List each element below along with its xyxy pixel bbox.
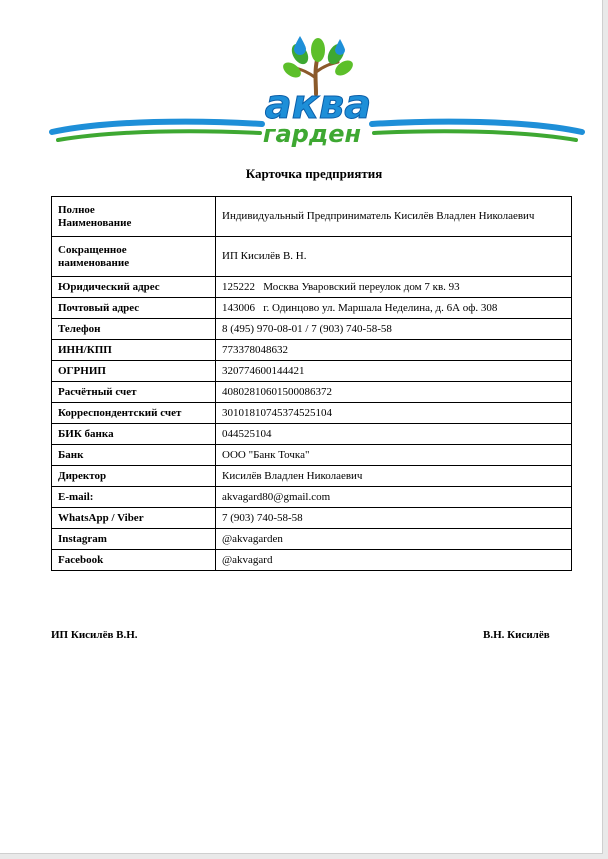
table-row: [52, 298, 572, 319]
table-row: [52, 382, 572, 403]
row-value: 40802810601500086372: [216, 382, 572, 403]
row-value: 773378048632: [216, 340, 572, 361]
row-label: Телефон: [52, 319, 216, 340]
row-value: 8 (495) 970-08-01 / 7 (903) 740-58-58: [216, 319, 572, 340]
row-label: Юридический адрес: [52, 277, 216, 298]
table-row: [52, 361, 572, 382]
row-label: Корреспондентский счет: [52, 403, 216, 424]
signature-right: В.Н. Кисилёв: [483, 629, 550, 641]
table-row: [52, 424, 572, 445]
row-label: Instagram: [52, 529, 216, 550]
table-row: [52, 237, 572, 277]
table-row: [52, 550, 572, 571]
row-label: Сокращенное наименование: [52, 237, 216, 277]
row-value: Кисилёв Владлен Николаевич: [216, 466, 572, 487]
row-label: Facebook: [52, 550, 216, 571]
akva-garden-logo: [48, 36, 586, 154]
table-row: [52, 529, 572, 550]
row-label: ИНН/КПП: [52, 340, 216, 361]
table-row: [52, 403, 572, 424]
row-value: 30101810745374525104: [216, 403, 572, 424]
row-value: 143006 г. Одинцово ул. Маршала Неделина, д. 6А оф. 308: [216, 298, 572, 319]
row-value: Индивидуальный Предприниматель Кисилёв Владлен Николаевич: [216, 197, 572, 237]
row-label: Расчётный счет: [52, 382, 216, 403]
company-card-table: [51, 196, 572, 571]
row-label: E-mail:: [52, 487, 216, 508]
row-value: ИП Кисилёв В. Н.: [216, 237, 572, 277]
row-label: WhatsApp / Viber: [52, 508, 216, 529]
row-label: БИК банка: [52, 424, 216, 445]
table-row: [52, 445, 572, 466]
row-value: @akvagard: [216, 550, 572, 571]
table-row: [52, 277, 572, 298]
table-row: [52, 466, 572, 487]
row-value: @akvagarden: [216, 529, 572, 550]
row-value: 044525104: [216, 424, 572, 445]
row-value: akvagard80@gmail.com: [216, 487, 572, 508]
row-value: 320774600144421: [216, 361, 572, 382]
row-label: ОГРНИП: [52, 361, 216, 382]
logo-text-top: аква: [264, 82, 372, 128]
table-row: [52, 340, 572, 361]
signature-left: ИП Кисилёв В.Н.: [51, 629, 138, 641]
table-row: [52, 197, 572, 237]
row-label: Почтовый адрес: [52, 298, 216, 319]
row-label: Директор: [52, 466, 216, 487]
row-value: 125222 Москва Уваровский переулок дом 7 кв. 93: [216, 277, 572, 298]
table-row: [52, 508, 572, 529]
row-value: ООО "Банк Точка": [216, 445, 572, 466]
logo-text-bottom: гарден: [262, 120, 362, 148]
row-value: 7 (903) 740-58-58: [216, 508, 572, 529]
row-label: Банк: [52, 445, 216, 466]
table-row: [52, 487, 572, 508]
document-title: Карточка предприятия: [245, 166, 383, 181]
row-label: Полное Наименование: [52, 197, 216, 237]
table-row: [52, 319, 572, 340]
